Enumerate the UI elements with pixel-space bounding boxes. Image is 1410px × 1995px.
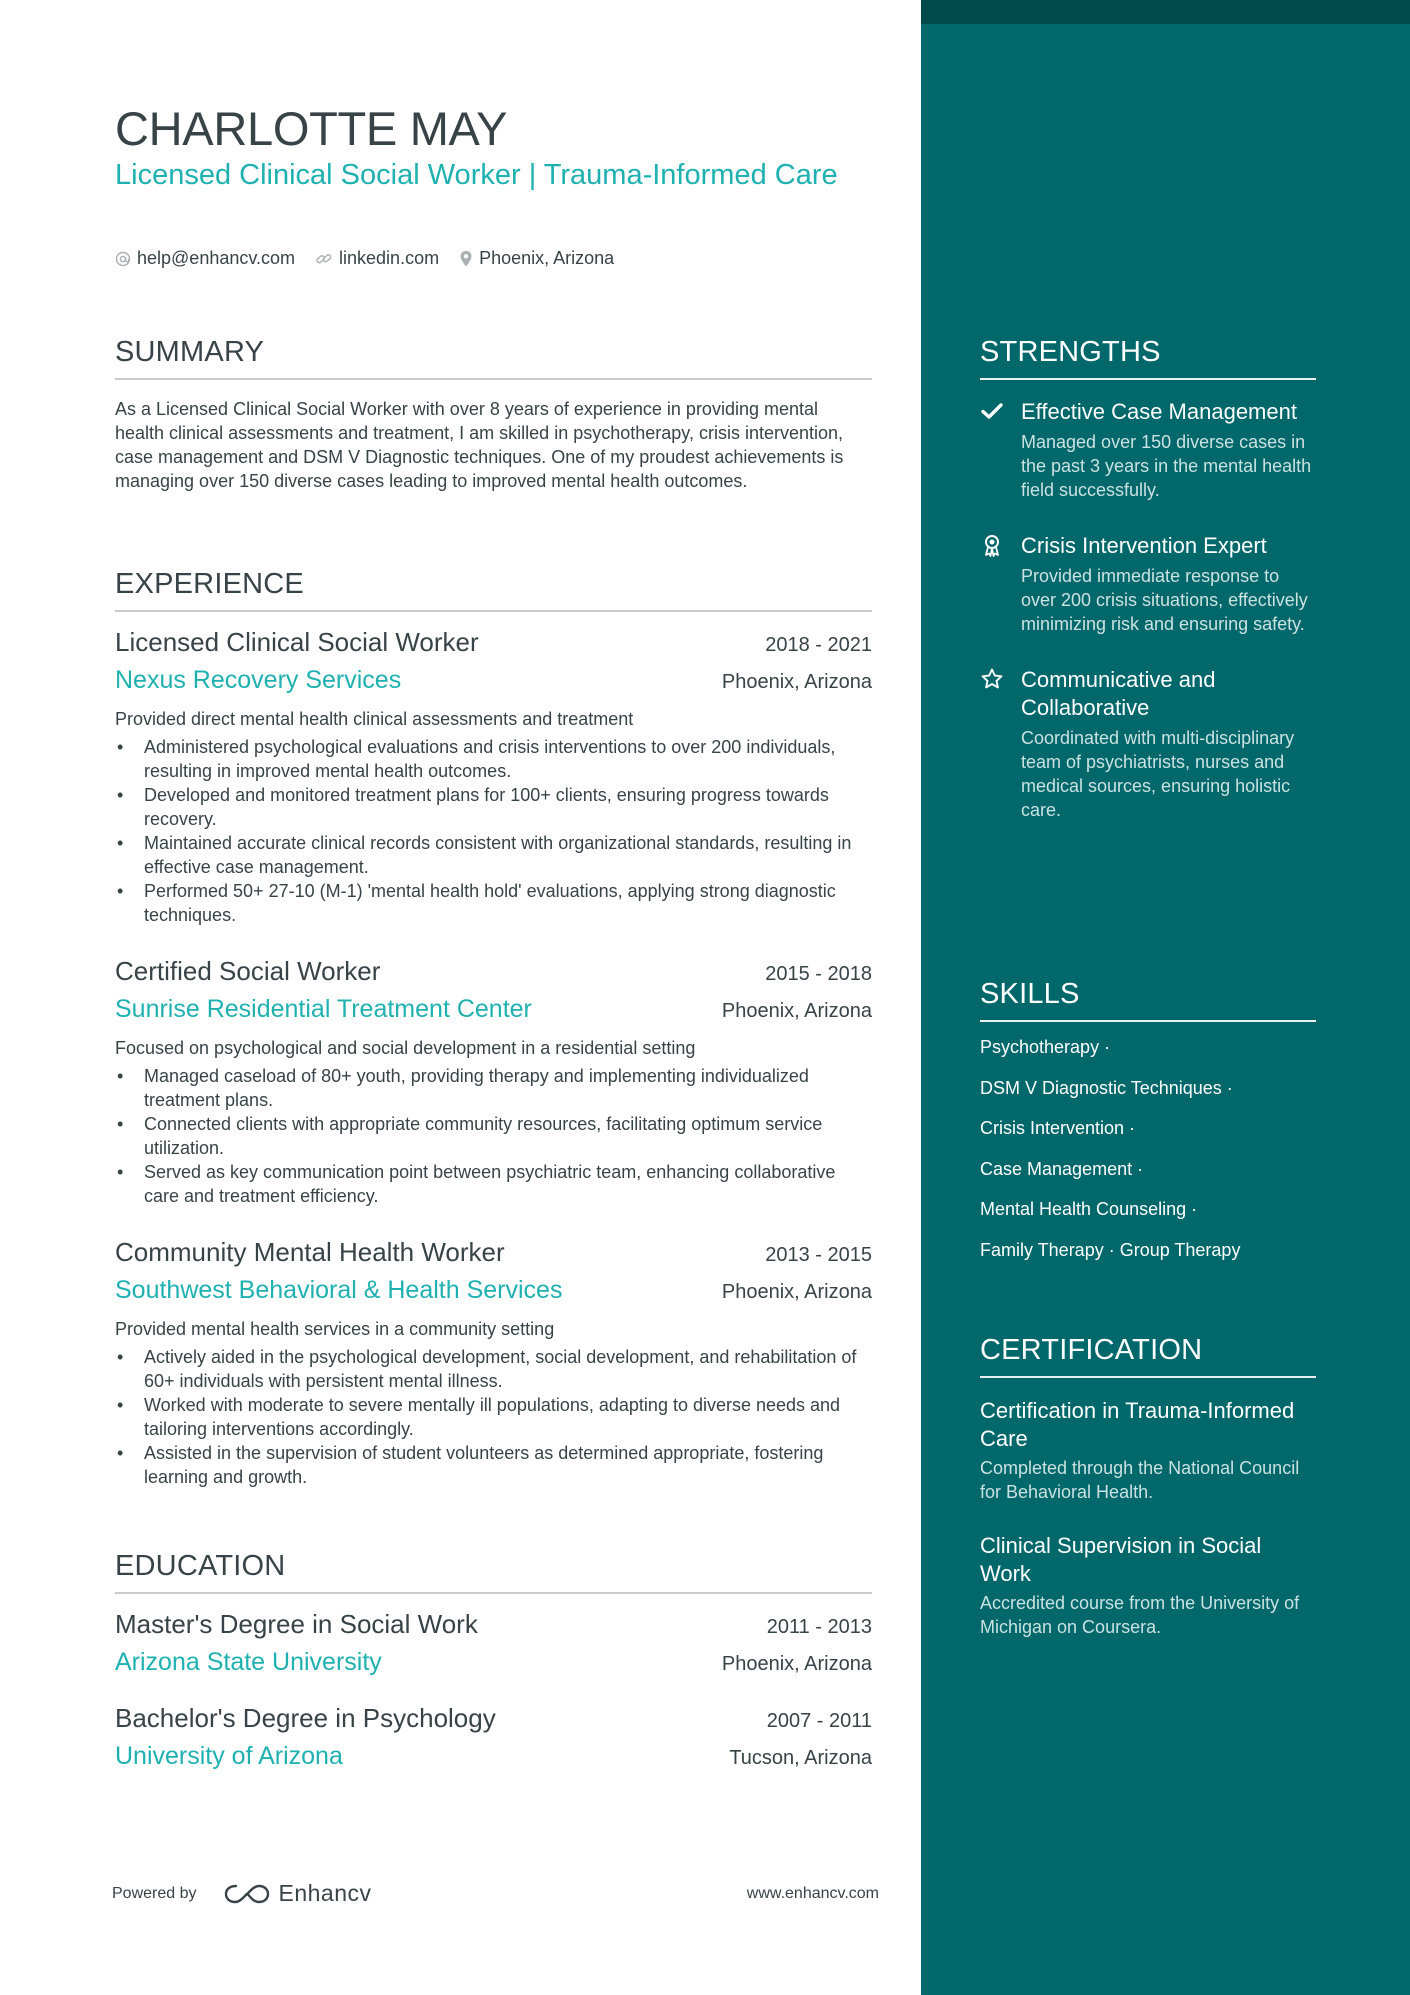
strength-description: Provided immediate response to over 200 crisis situations, effectively minimizing risk and ensuring safety. — [1021, 566, 1308, 634]
strengths-heading: STRENGTHS — [980, 336, 1316, 380]
education-location: Phoenix, Arizona — [721, 1653, 872, 1675]
job-location: Phoenix, Arizona — [721, 671, 872, 693]
contact-linkedin[interactable] — [315, 248, 439, 269]
job-bullet: • Managed caseload of 80+ youth, providing therapy and implementing individualized treatment plans. — [115, 1064, 872, 1112]
certification-item — [980, 1532, 1316, 1639]
contact-location — [459, 248, 614, 269]
skills-section — [980, 978, 1316, 1278]
skill-item: Psychotherapy · — [980, 1037, 1111, 1057]
star-outline-icon — [980, 667, 1004, 691]
link-icon — [315, 251, 333, 267]
education-entry — [115, 1608, 872, 1678]
degree-title: Bachelor's Degree in Psychology — [115, 1703, 496, 1733]
job-bullets — [115, 1064, 872, 1208]
job-bullet: • Connected clients with appropriate community resources, facilitating optimum service utilization. — [115, 1112, 872, 1160]
enhancv-logo-icon — [223, 1881, 271, 1907]
job-dates: 2018 - 2021 — [765, 634, 872, 656]
skill-item: Family Therapy · Group Therapy — [980, 1239, 1241, 1260]
skill-item: Case Management · — [980, 1158, 1144, 1179]
enhancv-brand: Enhancv — [278, 1880, 372, 1906]
experience-heading: EXPERIENCE — [115, 568, 872, 612]
at-sign-icon — [115, 251, 131, 267]
strength-title: Communicative and Collaborative — [1021, 667, 1216, 720]
strength-description: Managed over 150 diverse cases in the past 3 years in the mental health field successfully. — [1021, 432, 1312, 500]
education-dates: 2007 - 2011 — [766, 1710, 872, 1732]
job-bullet: • Actively aided in the psychological development, social development, and rehabilitation of 60+ individuals with persistent mental illness. — [115, 1345, 872, 1393]
linkedin-text: linkedin.com — [339, 248, 440, 268]
summary-heading: SUMMARY — [115, 336, 872, 380]
job-company: Southwest Behavioral & Health Services — [115, 1276, 563, 1304]
education-section — [115, 1550, 872, 1772]
strengths-section — [980, 336, 1316, 822]
summary-section — [115, 336, 872, 493]
certification-item — [980, 1397, 1316, 1504]
contact-bar — [115, 248, 634, 269]
job-title: Licensed Clinical Social Worker — [115, 627, 479, 657]
certification-heading: CERTIFICATION — [980, 1334, 1316, 1378]
footer-url[interactable]: www.enhancv.com — [746, 1884, 879, 1902]
degree-title: Master's Degree in Social Work — [115, 1609, 478, 1639]
powered-by[interactable] — [112, 1880, 372, 1907]
job-description: Provided direct mental health clinical assessments and treatment — [115, 709, 634, 729]
school-name: Arizona State University — [115, 1648, 382, 1676]
job-company: Nexus Recovery Services — [115, 666, 402, 694]
award-ribbon-icon — [980, 533, 1004, 557]
skill-item: Mental Health Counseling · — [980, 1199, 1198, 1219]
certification-title: Certification in Trauma-Informed Care — [980, 1398, 1295, 1451]
job-dates: 2015 - 2018 — [765, 963, 872, 985]
education-location: Tucson, Arizona — [729, 1747, 872, 1769]
footer — [112, 1880, 879, 1907]
job-bullet: • Performed 50+ 27-10 (M-1) 'mental health hold' evaluations, applying strong diagnostic techniques. — [115, 879, 872, 927]
strength-description: Coordinated with multi-disciplinary team of psychiatrists, nurses and medical sources, ensuring holistic care. — [1021, 728, 1295, 820]
certification-description: Accredited course from the University of Michigan on Coursera. — [980, 1593, 1300, 1637]
job-bullet: • Worked with moderate to severe mentally ill populations, adapting to diverse needs and tailoring interventions accordingly. — [115, 1393, 872, 1441]
certification-title: Clinical Supervision in Social Work — [980, 1533, 1262, 1586]
strength-item — [980, 666, 1316, 822]
job-bullet: • Assisted in the supervision of student volunteers as determined appropriate, fostering learning and growth. — [115, 1441, 872, 1489]
location-text: Phoenix, Arizona — [479, 248, 615, 268]
candidate-title: Licensed Clinical Social Worker | Trauma-Informed Care — [115, 159, 838, 191]
job-location: Phoenix, Arizona — [721, 1000, 872, 1022]
job-bullet: • Served as key communication point between psychiatric team, enhancing collaborative care and treatment efficiency. — [115, 1160, 872, 1208]
strength-item — [980, 398, 1316, 502]
candidate-name: CHARLOTTE MAY — [115, 102, 508, 155]
job-entry — [115, 955, 872, 1208]
strength-item — [980, 532, 1316, 636]
job-bullets — [115, 1345, 872, 1489]
job-bullet: • Developed and monitored treatment plans for 100+ clients, ensuring progress towards recovery. — [115, 783, 872, 831]
job-entry — [115, 626, 872, 927]
email-text: help@enhancv.com — [137, 248, 296, 268]
checkmark-icon — [980, 399, 1004, 423]
skill-list — [980, 1035, 1316, 1278]
job-description: Focused on psychological and social development in a residential setting — [115, 1038, 696, 1058]
education-heading: EDUCATION — [115, 1550, 872, 1594]
job-dates: 2013 - 2015 — [765, 1244, 872, 1266]
job-location: Phoenix, Arizona — [721, 1281, 872, 1303]
job-entry — [115, 1236, 872, 1489]
experience-section — [115, 568, 872, 1489]
contact-email[interactable] — [115, 248, 295, 269]
certification-section — [980, 1334, 1316, 1639]
job-company: Sunrise Residential Treatment Center — [115, 995, 532, 1023]
job-bullet: • Maintained accurate clinical records consistent with organizational standards, resulting in effective case management. — [115, 831, 872, 879]
job-bullets — [115, 735, 872, 927]
school-name: University of Arizona — [115, 1742, 343, 1770]
skills-heading: SKILLS — [980, 978, 1316, 1022]
job-bullet: • Administered psychological evaluations and crisis interventions to over 200 individuals, resulting in improved mental health outcomes. — [115, 735, 872, 783]
certification-description: Completed through the National Council for Behavioral Health. — [980, 1458, 1300, 1502]
summary-text: As a Licensed Clinical Social Worker with over 8 years of experience in providing mental health clinical assessments and treatment, I am skilled in psychotherapy, crisis intervention, case management and DSM V Diagnostic techniques. One of my proudest achievements is managing over 150 diverse cases leading to improved mental health outcomes. — [115, 399, 844, 491]
sidebar-top-band — [921, 0, 1410, 24]
strength-title: Crisis Intervention Expert — [1021, 533, 1267, 558]
education-entry — [115, 1702, 872, 1772]
sidebar — [921, 0, 1410, 1995]
skill-item: Crisis Intervention · — [980, 1118, 1136, 1138]
job-description: Provided mental health services in a community setting — [115, 1319, 555, 1339]
education-dates: 2011 - 2013 — [766, 1616, 872, 1638]
job-title: Certified Social Worker — [115, 956, 381, 986]
job-title: Community Mental Health Worker — [115, 1237, 505, 1267]
powered-by-label: Powered by — [112, 1884, 197, 1902]
strength-title: Effective Case Management — [1021, 399, 1297, 424]
skill-item: DSM V Diagnostic Techniques · — [980, 1077, 1233, 1098]
location-pin-icon — [459, 250, 473, 268]
